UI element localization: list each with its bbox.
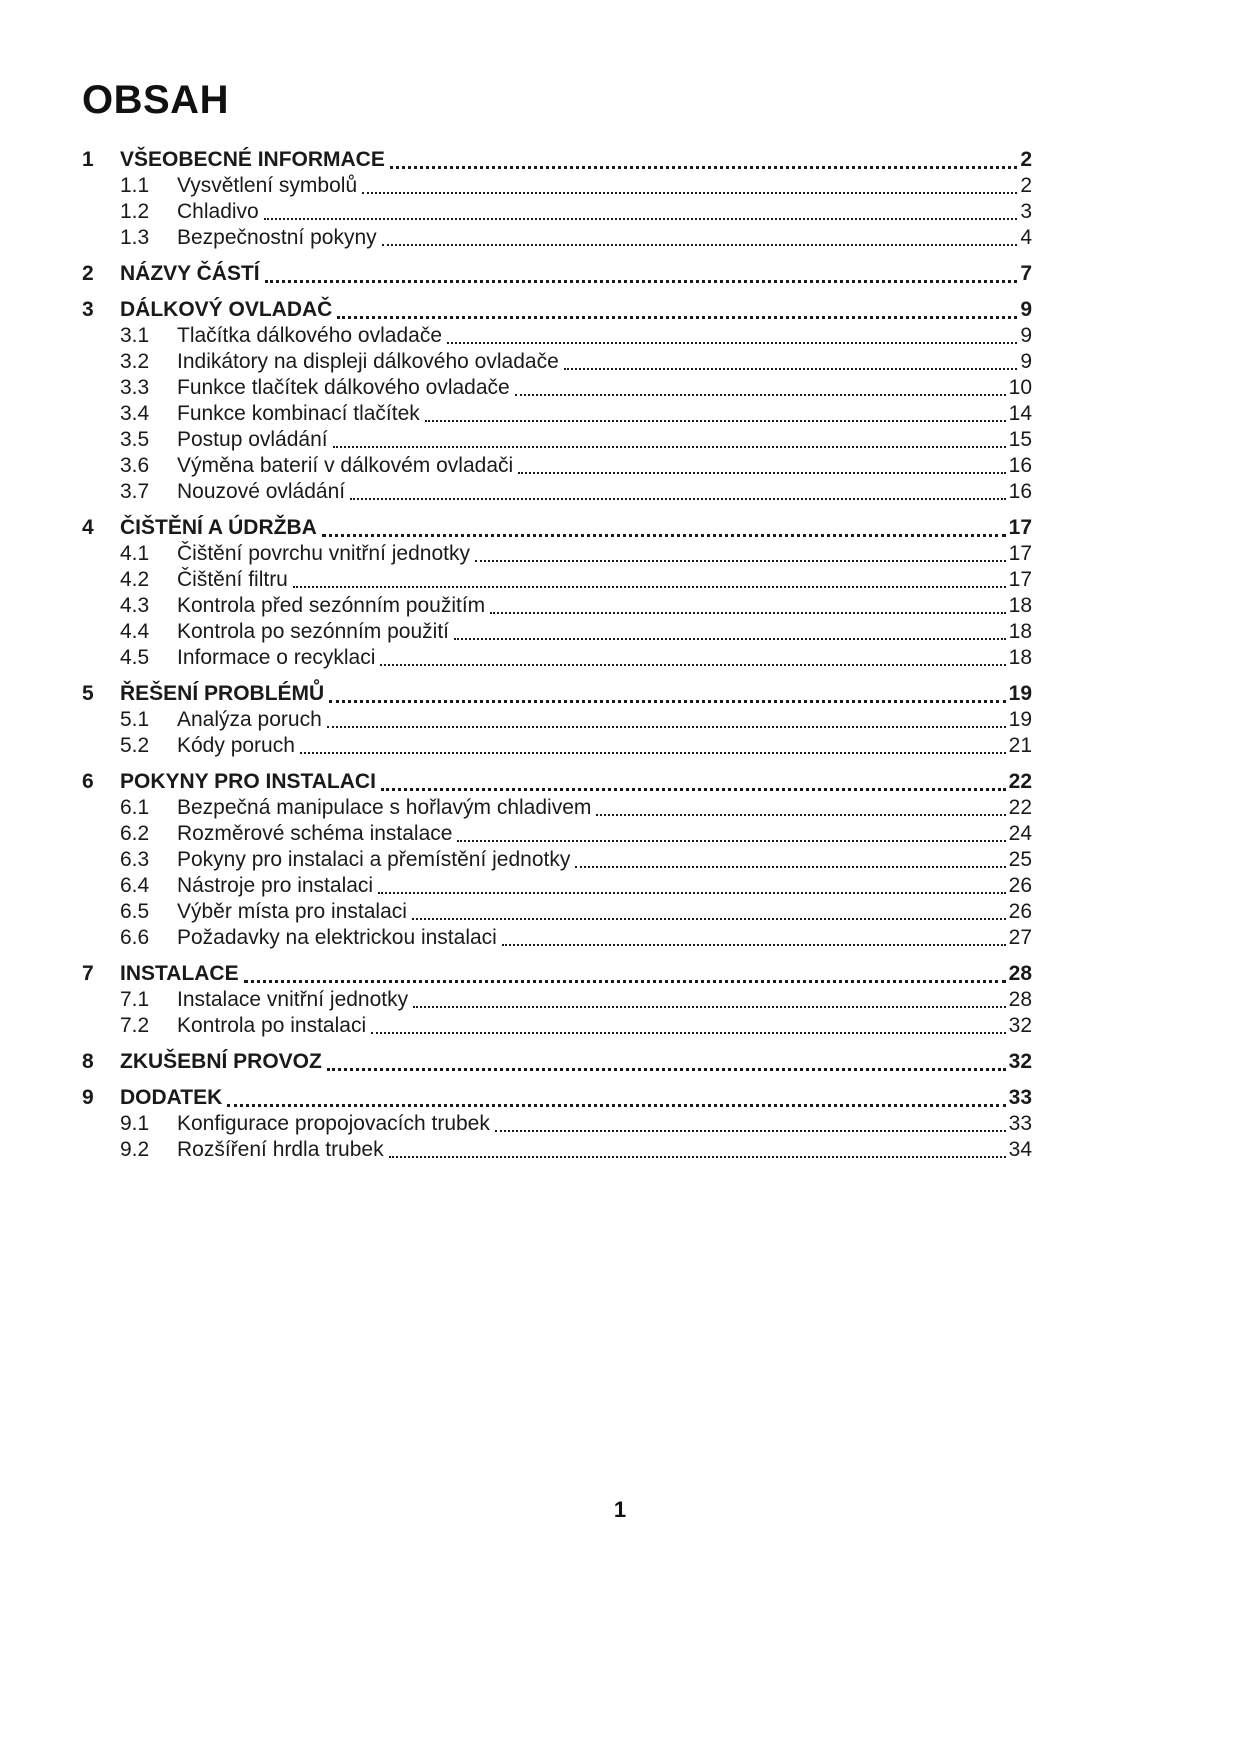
toc-entry-page-number: 34: [1008, 1138, 1032, 1161]
toc-subsection-row: [82, 1013, 1032, 1039]
dotted-leader: [457, 840, 1005, 842]
toc-entry-number: 6.6: [120, 926, 150, 949]
toc-entry-page-number: 32: [1008, 1050, 1032, 1073]
dotted-leader: [327, 1068, 1006, 1071]
toc-subsection-row: [82, 541, 1032, 567]
toc-entry-page-number: 21: [1008, 734, 1032, 757]
table-of-contents: [82, 147, 1032, 1163]
toc-subsection-row: [82, 873, 1032, 899]
toc-entry-page-number: 32: [1008, 1014, 1032, 1037]
dotted-leader: [337, 316, 1017, 319]
toc-entry-page-number: 9: [1020, 324, 1032, 347]
toc-entry-number: 3.1: [120, 324, 150, 347]
toc-subsection-row: [82, 567, 1032, 593]
toc-entry-page-number: 25: [1008, 848, 1032, 871]
toc-entry-number: 7.1: [120, 988, 150, 1011]
toc-section-row: [82, 147, 1032, 173]
toc-entry-number: 7: [82, 962, 94, 985]
toc-subsection-row: [82, 1137, 1032, 1163]
toc-subsection-row: [82, 349, 1032, 375]
toc-entry-page-number: 15: [1008, 428, 1032, 451]
toc-subsection-row: [82, 1111, 1032, 1137]
toc-subsection-row: [82, 925, 1032, 951]
toc-entry-label: NÁZVY ČÁSTÍ: [120, 262, 260, 285]
toc-entry-label: INSTALACE: [120, 962, 239, 985]
toc-entry-label: Bezpečná manipulace s hořlavým chladivem: [177, 796, 592, 819]
dotted-leader: [447, 342, 1017, 344]
toc-entry-number: 1.2: [120, 200, 150, 223]
toc-entry-label: Kontrola před sezónním použitím: [177, 594, 486, 617]
toc-entry-number: 5.1: [120, 708, 150, 731]
toc-entry-number: 3: [82, 298, 94, 321]
toc-entry-label: Nástroje pro instalaci: [177, 874, 374, 897]
toc-subsection-row: [82, 733, 1032, 759]
toc-entry-label: Výměna baterií v dálkovém ovladači: [177, 454, 514, 477]
toc-subsection-row: [82, 401, 1032, 427]
toc-subsection-row: [82, 453, 1032, 479]
toc-entry-page-number: 16: [1008, 454, 1032, 477]
toc-entry-number: 2: [82, 262, 94, 285]
toc-entry-label: Bezpečnostní pokyny: [177, 226, 377, 249]
toc-entry-number: 5.2: [120, 734, 150, 757]
toc-entry-label: Pokyny pro instalaci a přemístění jednotky: [177, 848, 571, 871]
toc-entry-page-number: 27: [1008, 926, 1032, 949]
toc-entry-label: Instalace vnitřní jednotky: [177, 988, 409, 1011]
toc-entry-page-number: 17: [1008, 516, 1032, 539]
toc-entry-number: 6.4: [120, 874, 150, 897]
toc-entry-label: Požadavky na elektrickou instalaci: [177, 926, 497, 949]
toc-subsection-row: [82, 593, 1032, 619]
toc-entry-label: Nouzové ovládání: [177, 480, 346, 503]
toc-entry-page-number: 28: [1008, 962, 1032, 985]
dotted-leader: [495, 1130, 1006, 1132]
toc-entry-number: 4.4: [120, 620, 150, 643]
toc-entry-number: 4.3: [120, 594, 150, 617]
toc-entry-page-number: 26: [1008, 900, 1032, 923]
page-title: OBSAH: [82, 78, 229, 122]
dotted-leader: [389, 1156, 1006, 1158]
toc-entry-page-number: 2: [1020, 174, 1032, 197]
toc-entry-label: Kódy poruch: [177, 734, 295, 757]
toc-entry-number: 4.2: [120, 568, 150, 591]
toc-entry-label: POKYNY PRO INSTALACI: [120, 770, 376, 793]
toc-entry-page-number: 9: [1020, 298, 1032, 321]
dotted-leader: [454, 638, 1006, 640]
toc-entry-label: ČIŠTĚNÍ A ÚDRŽBA: [120, 516, 317, 539]
toc-subsection-row: [82, 225, 1032, 251]
dotted-leader: [265, 280, 1018, 283]
toc-entry-page-number: 19: [1008, 682, 1032, 705]
dotted-leader: [293, 586, 1006, 588]
toc-subsection-row: [82, 199, 1032, 225]
toc-subsection-row: [82, 795, 1032, 821]
toc-entry-page-number: 19: [1008, 708, 1032, 731]
toc-subsection-row: [82, 323, 1032, 349]
toc-entry-page-number: 18: [1008, 620, 1032, 643]
dotted-leader: [371, 1032, 1006, 1034]
toc-subsection-row: [82, 645, 1032, 671]
toc-entry-number: 4: [82, 516, 94, 539]
dotted-leader: [490, 612, 1005, 614]
toc-section-row: [82, 961, 1032, 987]
dotted-leader: [329, 700, 1005, 703]
dotted-leader: [564, 368, 1018, 370]
dotted-leader: [244, 980, 1006, 983]
toc-subsection-row: [82, 899, 1032, 925]
toc-entry-number: 3.5: [120, 428, 150, 451]
toc-entry-number: 3.3: [120, 376, 150, 399]
toc-entry-label: VŠEOBECNÉ INFORMACE: [120, 148, 385, 171]
toc-subsection-row: [82, 707, 1032, 733]
toc-entry-label: Chladivo: [177, 200, 259, 223]
toc-entry-label: Rozměrové schéma instalace: [177, 822, 453, 845]
dotted-leader: [333, 446, 1006, 448]
toc-entry-number: 9: [82, 1086, 94, 1109]
toc-entry-number: 8: [82, 1050, 94, 1073]
toc-entry-label: ŘEŠENÍ PROBLÉMŮ: [120, 682, 325, 705]
toc-entry-number: 4.1: [120, 542, 150, 565]
toc-entry-page-number: 24: [1008, 822, 1032, 845]
toc-entry-number: 1.1: [120, 174, 150, 197]
toc-entry-page-number: 18: [1008, 594, 1032, 617]
toc-entry-label: Konfigurace propojovacích trubek: [177, 1112, 490, 1135]
toc-entry-number: 7.2: [120, 1014, 150, 1037]
dotted-leader: [381, 788, 1006, 791]
toc-entry-label: Tlačítka dálkového ovladače: [177, 324, 442, 347]
toc-entry-number: 6: [82, 770, 94, 793]
toc-entry-number: 9.2: [120, 1138, 150, 1161]
toc-entry-page-number: 18: [1008, 646, 1032, 669]
toc-entry-label: ZKUŠEBNÍ PROVOZ: [120, 1050, 322, 1073]
dotted-leader: [425, 420, 1006, 422]
toc-entry-number: 6.2: [120, 822, 150, 845]
toc-subsection-row: [82, 173, 1032, 199]
toc-section-row: [82, 297, 1032, 323]
dotted-leader: [382, 244, 1018, 246]
toc-entry-label: DÁLKOVÝ OVLADAČ: [120, 298, 333, 321]
toc-section-row: [82, 515, 1032, 541]
toc-section-row: [82, 1085, 1032, 1111]
toc-section-row: [82, 681, 1032, 707]
toc-section-row: [82, 261, 1032, 287]
toc-entry-number: 4.5: [120, 646, 150, 669]
dotted-leader: [575, 866, 1005, 868]
toc-section-row: [82, 769, 1032, 795]
toc-entry-page-number: 22: [1008, 770, 1032, 793]
toc-entry-label: Funkce tlačítek dálkového ovladače: [177, 376, 510, 399]
toc-entry-page-number: 33: [1008, 1112, 1032, 1135]
toc-subsection-row: [82, 375, 1032, 401]
toc-section-row: [82, 1049, 1032, 1075]
toc-entry-label: Indikátory na displeji dálkového ovladače: [177, 350, 559, 373]
toc-entry-label: Postup ovládání: [177, 428, 328, 451]
toc-entry-label: DODATEK: [120, 1086, 223, 1109]
toc-entry-page-number: 9: [1020, 350, 1032, 373]
dotted-leader: [390, 166, 1017, 169]
dotted-leader: [518, 472, 1005, 474]
toc-entry-page-number: 16: [1008, 480, 1032, 503]
toc-entry-page-number: 26: [1008, 874, 1032, 897]
toc-subsection-row: [82, 847, 1032, 873]
toc-entry-number: 3.4: [120, 402, 150, 425]
toc-entry-label: Analýza poruch: [177, 708, 322, 731]
toc-entry-number: 3.6: [120, 454, 150, 477]
toc-entry-page-number: 17: [1008, 568, 1032, 591]
dotted-leader: [362, 192, 1017, 194]
toc-entry-label: Rozšíření hrdla trubek: [177, 1138, 384, 1161]
dotted-leader: [412, 918, 1006, 920]
toc-entry-number: 5: [82, 682, 94, 705]
dotted-leader: [300, 752, 1006, 754]
dotted-leader: [378, 892, 1006, 894]
toc-entry-page-number: 4: [1020, 226, 1032, 249]
toc-entry-number: 6.5: [120, 900, 150, 923]
toc-entry-page-number: 28: [1008, 988, 1032, 1011]
dotted-leader: [413, 1006, 1006, 1008]
toc-entry-number: 1: [82, 148, 94, 171]
toc-entry-label: Výběr místa pro instalaci: [177, 900, 407, 923]
footer-page-number: 1: [613, 1497, 627, 1522]
toc-entry-page-number: 22: [1008, 796, 1032, 819]
toc-entry-number: 6.1: [120, 796, 150, 819]
toc-entry-page-number: 3: [1020, 200, 1032, 223]
dotted-leader: [322, 534, 1006, 537]
toc-entry-page-number: 2: [1020, 148, 1032, 171]
dotted-leader: [327, 726, 1006, 728]
toc-entry-number: 6.3: [120, 848, 150, 871]
dotted-leader: [227, 1104, 1005, 1107]
toc-entry-label: Informace o recyklaci: [177, 646, 376, 669]
toc-subsection-row: [82, 821, 1032, 847]
toc-entry-label: Funkce kombinací tlačítek: [177, 402, 420, 425]
toc-subsection-row: [82, 427, 1032, 453]
toc-entry-label: Čištění povrchu vnitřní jednotky: [177, 542, 470, 565]
toc-entry-page-number: 10: [1008, 376, 1032, 399]
dotted-leader: [350, 498, 1006, 500]
dotted-leader: [596, 814, 1005, 816]
toc-entry-number: 9.1: [120, 1112, 150, 1135]
toc-entry-label: Vysvětlení symbolů: [177, 174, 358, 197]
toc-subsection-row: [82, 619, 1032, 645]
toc-entry-label: Kontrola po instalaci: [177, 1014, 367, 1037]
toc-entry-page-number: 14: [1008, 402, 1032, 425]
toc-entry-number: 1.3: [120, 226, 150, 249]
toc-entry-label: Čištění filtru: [177, 568, 288, 591]
toc-entry-number: 3.2: [120, 350, 150, 373]
toc-subsection-row: [82, 987, 1032, 1013]
toc-entry-page-number: 33: [1008, 1086, 1032, 1109]
toc-entry-number: 3.7: [120, 480, 150, 503]
dotted-leader: [380, 664, 1005, 666]
toc-entry-label: Kontrola po sezónním použití: [177, 620, 449, 643]
toc-subsection-row: [82, 479, 1032, 505]
dotted-leader: [515, 394, 1006, 396]
dotted-leader: [264, 218, 1018, 220]
toc-entry-page-number: 7: [1020, 262, 1032, 285]
dotted-leader: [475, 560, 1006, 562]
dotted-leader: [502, 944, 1006, 946]
toc-entry-page-number: 17: [1008, 542, 1032, 565]
